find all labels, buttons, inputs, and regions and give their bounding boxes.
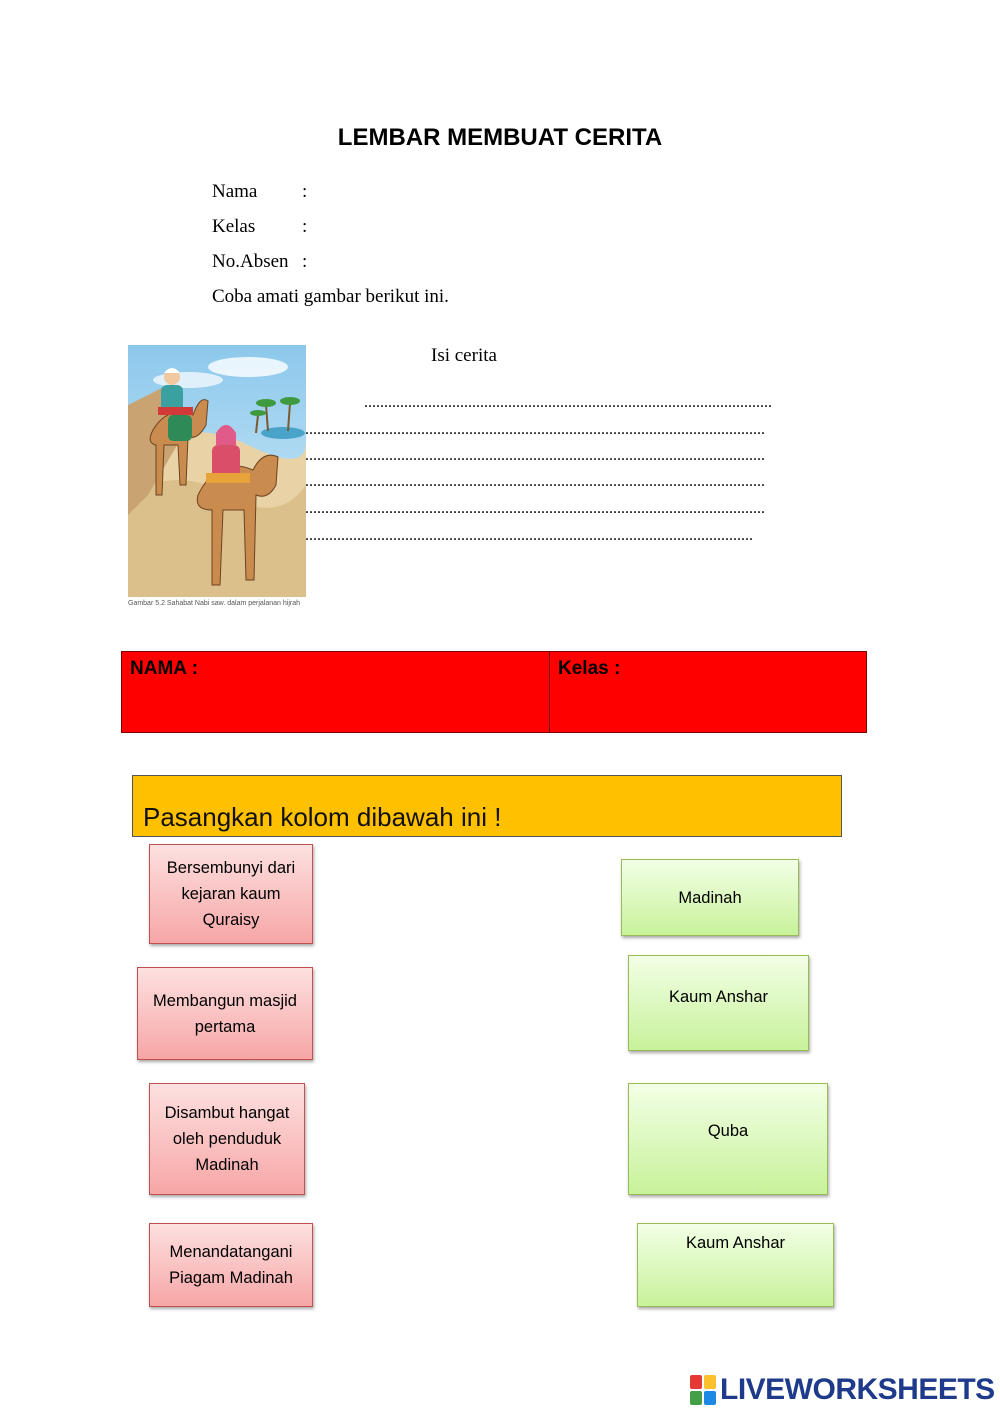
match-left-label: Disambut hangat oleh penduduk Madinah	[164, 1104, 290, 1174]
class-label: Kelas	[212, 216, 256, 237]
match-right-item[interactable]	[628, 955, 809, 1051]
match-right-label: Kaum Anshar	[668, 988, 769, 1006]
match-left-item[interactable]	[149, 1223, 313, 1307]
student-class-input[interactable]	[630, 664, 854, 687]
match-left-item[interactable]	[149, 1083, 305, 1195]
match-right-label: Kaum Anshar	[685, 1234, 786, 1252]
matching-heading: Pasangkan kolom dibawah ini !	[143, 802, 502, 832]
match-left-item[interactable]	[137, 967, 313, 1060]
worksheet-title: LEMBAR MEMBUAT CERITA	[337, 124, 663, 151]
student-name-input[interactable]	[218, 664, 522, 687]
liveworksheets-logo-icon	[690, 1375, 716, 1405]
class-field[interactable]	[318, 218, 698, 238]
student-info-box	[121, 651, 867, 733]
student-name-label: NAMA :	[130, 658, 198, 679]
student-class-cell	[550, 652, 866, 732]
match-left-item[interactable]	[149, 844, 313, 944]
match-right-item[interactable]	[628, 1083, 828, 1195]
liveworksheets-logo	[690, 1372, 995, 1408]
match-right-item[interactable]	[637, 1223, 834, 1307]
student-class-label: Kelas :	[558, 658, 621, 679]
absence-number-colon: :	[302, 251, 308, 272]
liveworksheets-logo-text: LIVEWORKSHEETS	[720, 1373, 995, 1406]
match-left-label: Menandatangani Piagam Madinah	[169, 1243, 293, 1287]
match-left-label: Membangun masjid pertama	[153, 991, 297, 1036]
name-colon: :	[302, 181, 308, 202]
match-left-label: Bersembunyi dari kejaran kaum Quraisy	[166, 859, 296, 929]
instruction-text: Coba amati gambar berikut ini.	[212, 286, 449, 307]
hijrah-illustration	[128, 345, 306, 597]
story-line-6[interactable]: ................................................................................................................	[305, 527, 753, 544]
story-label: Isi cerita	[431, 345, 497, 366]
student-name-cell	[122, 652, 550, 732]
name-label: Nama	[212, 181, 258, 202]
story-line-1[interactable]: ......................................................................................................	[364, 394, 772, 411]
story-line-4[interactable]: ...................................................................................................................	[305, 473, 765, 490]
match-right-label: Madinah	[678, 888, 742, 907]
absence-number-label: No.Absen	[212, 251, 289, 272]
story-line-3[interactable]: ...................................................................................................................	[305, 447, 765, 464]
picture-caption: Gambar 5.2 Sahabat Nabi saw. dalam perjalanan hijrah	[128, 600, 300, 607]
name-field[interactable]	[318, 183, 698, 203]
class-colon: :	[302, 216, 308, 237]
story-line-5[interactable]: ...................................................................................................................	[305, 500, 765, 517]
absence-number-field[interactable]	[318, 253, 698, 273]
match-right-label: Quba	[707, 1122, 749, 1140]
match-right-item[interactable]	[621, 859, 799, 936]
matching-heading-bar	[132, 775, 842, 837]
story-line-2[interactable]: ...................................................................................................................	[305, 421, 765, 438]
